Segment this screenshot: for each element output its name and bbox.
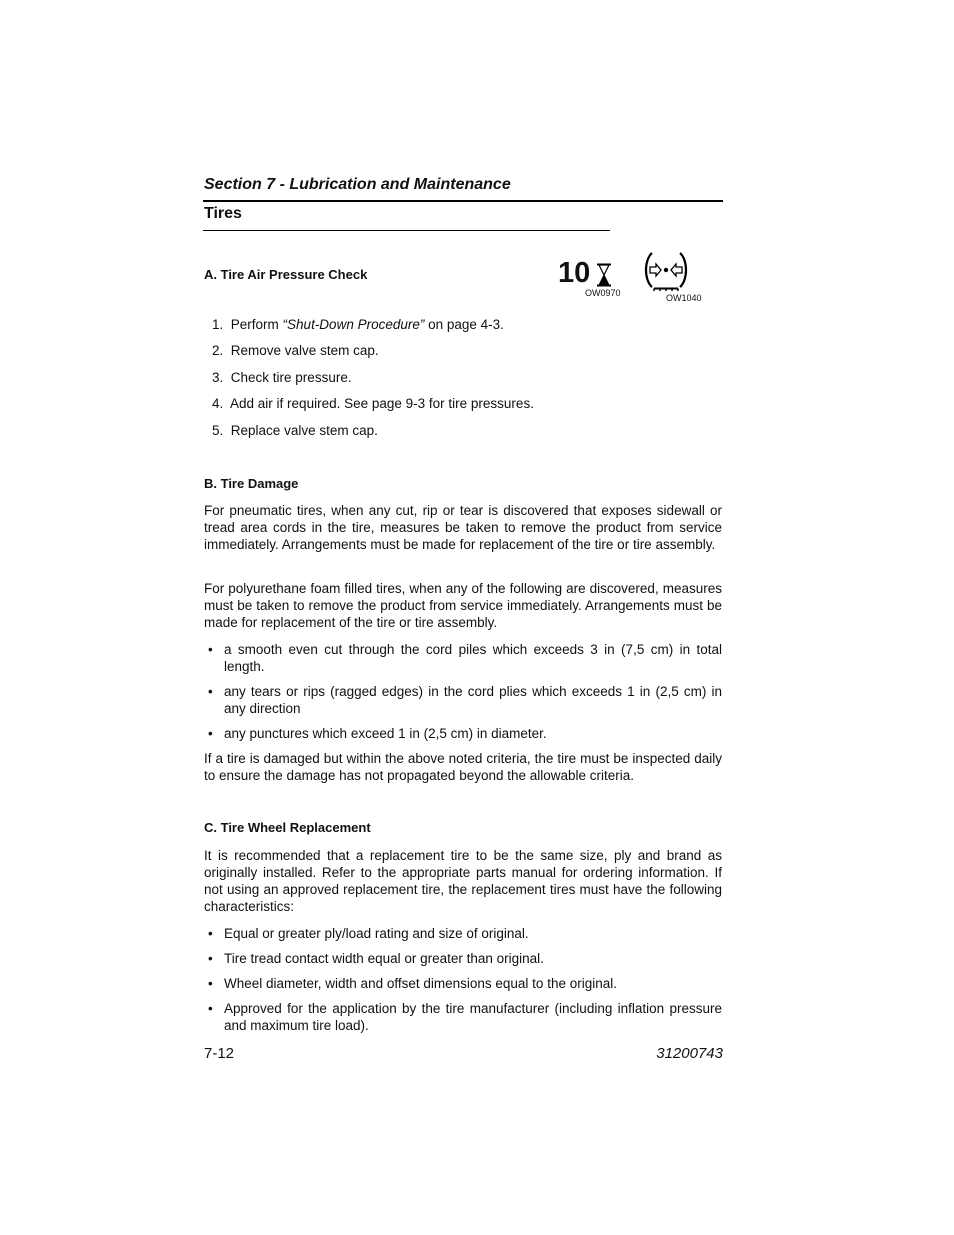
step-text: on page 4-3.	[424, 317, 504, 332]
interval-number: 10	[558, 257, 591, 289]
interval-code: OW0970	[585, 288, 621, 298]
step-number: 5.	[212, 423, 224, 438]
paragraph: If a tire is damaged but within the above noted criteria, the tire must be inspected daily to ensure the damage has not propagated beyond the allowable criteria.	[204, 751, 722, 783]
section-b-heading: B. Tire Damage	[204, 476, 299, 491]
hourglass-icon	[595, 263, 613, 287]
step-text: Perform	[230, 317, 283, 332]
bullet-icon: •	[208, 726, 213, 741]
bullet-icon: •	[208, 926, 213, 941]
step-5	[212, 423, 378, 438]
list-item-text: any punctures which exceed 1 in (2,5 cm) in diameter.	[224, 726, 547, 741]
bullet-icon: •	[208, 642, 213, 657]
step-text: Remove valve stem cap.	[230, 343, 379, 358]
list-item-text: any tears or rips (ragged edges) in the cord plies which exceeds 1 in (2,5 cm) in any direction	[224, 684, 722, 716]
step-number: 3.	[212, 370, 224, 385]
step-1	[212, 317, 504, 332]
list-item-text: Tire tread contact width equal or greater than original.	[224, 951, 544, 966]
section-a-heading: A. Tire Air Pressure Check	[204, 267, 368, 282]
step-text: Replace valve stem cap.	[230, 423, 378, 438]
page-title: Tires	[204, 205, 242, 222]
title-rule	[203, 230, 610, 231]
section-c-heading: C. Tire Wheel Replacement	[204, 820, 371, 835]
list-item-text: a smooth even cut through the cord piles which exceeds 3 in (7,5 cm) in total length.	[224, 642, 722, 674]
document-number: 31200743	[656, 1045, 723, 1062]
header-rule	[203, 200, 723, 202]
step-number: 2.	[212, 343, 224, 358]
section-title: Section 7 - Lubrication and Maintenance	[204, 176, 511, 193]
tire-pressure-icon	[643, 250, 689, 292]
bullet-icon: •	[208, 684, 213, 699]
paragraph: For pneumatic tires, when any cut, rip or tear is discovered that exposes sidewall or tread area cords in the tire, measures be taken to remove the product from service immediately. Arrangements must be made for replacement of the tire or tire assembly.	[204, 503, 722, 552]
step-text: Add air if required. See page 9-3 for tire pressures.	[230, 396, 534, 411]
step-3	[212, 370, 352, 385]
step-4	[212, 396, 534, 411]
procedure-link[interactable]: “Shut-Down Procedure”	[282, 317, 425, 332]
pressure-code: OW1040	[666, 293, 702, 303]
bullet-icon: •	[208, 951, 213, 966]
step-2	[212, 343, 379, 358]
list-item-text: Wheel diameter, width and offset dimensions equal to the original.	[224, 976, 617, 991]
page-number: 7-12	[204, 1045, 235, 1062]
step-number: 1.	[212, 317, 224, 332]
step-number: 4.	[212, 396, 224, 411]
bullet-icon: •	[208, 1001, 213, 1016]
paragraph: For polyurethane foam filled tires, when any of the following are discovered, measures must be taken to remove the product from service immediately. Arrangements must be made for replacement of the tire or tire assembly.	[204, 581, 722, 630]
step-text: Check tire pressure.	[230, 370, 352, 385]
bullet-icon: •	[208, 976, 213, 991]
list-item-text: Approved for the application by the tire manufacturer (including inflation pressure and maximum tire load).	[224, 1001, 722, 1033]
list-item-text: Equal or greater ply/load rating and size of original.	[224, 926, 529, 941]
paragraph: It is recommended that a replacement tire to be the same size, ply and brand as originally installed. Refer to the appropriate parts manual for ordering information. If not using an approved replacement tire, the replacement tires must have the following characteristics:	[204, 848, 722, 914]
